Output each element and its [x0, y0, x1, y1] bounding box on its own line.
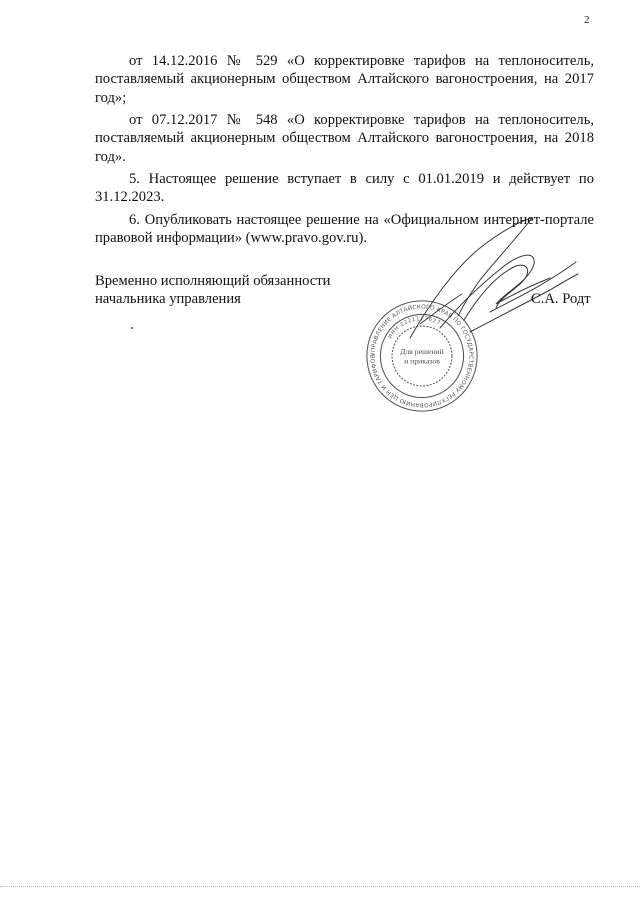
stamp-inner-text: ИНН 2221177627 — [387, 316, 442, 340]
stamp-outer-text: УПРАВЛЕНИЕ АЛТАЙСКОГО КРАЯ ПО ГОСУДАРСТВЕННОМУ РЕГУЛИРОВАНИЮ ЦЕН И ТАРИФОВ — [370, 304, 474, 408]
paragraph-effective-date: 5. Настоящее решение вступает в силу с 01.01.2019 и действует по 31.12.2023. — [95, 171, 594, 206]
signatory-name: С.А. Родт — [531, 291, 591, 307]
stamp-center-line-1: Для решений — [400, 347, 444, 357]
page-number: 2 — [584, 14, 590, 26]
position-line-1: Временно исполняющий обязанности — [95, 273, 331, 289]
handwritten-signature — [400, 208, 580, 348]
signatory-position — [95, 272, 330, 309]
stray-dot — [131, 327, 133, 329]
scan-edge-line — [0, 886, 640, 887]
paragraph-publication: 6. Опубликовать настоящее решение на «Официальном интернет-портале правовой информации» (www.pravo.gov.ru). — [95, 211, 594, 247]
position-line-2: начальника управления — [95, 291, 241, 308]
paragraph-tariff-2017: от 14.12.2016 № 529 «О корректировке тарифов на теплоноситель, поставляемый акционерным обществом Алтайского вагоностроения, на 2017 год»; — [95, 53, 594, 106]
paragraph-tariff-2018: от 07.12.2017 № 548 «О корректировке тарифов на теплоноситель, поставляемый акционерным обществом Алтайского вагоностроения, на 2018 год». — [95, 112, 594, 165]
stamp-center-line-2: и приказов — [404, 356, 440, 366]
